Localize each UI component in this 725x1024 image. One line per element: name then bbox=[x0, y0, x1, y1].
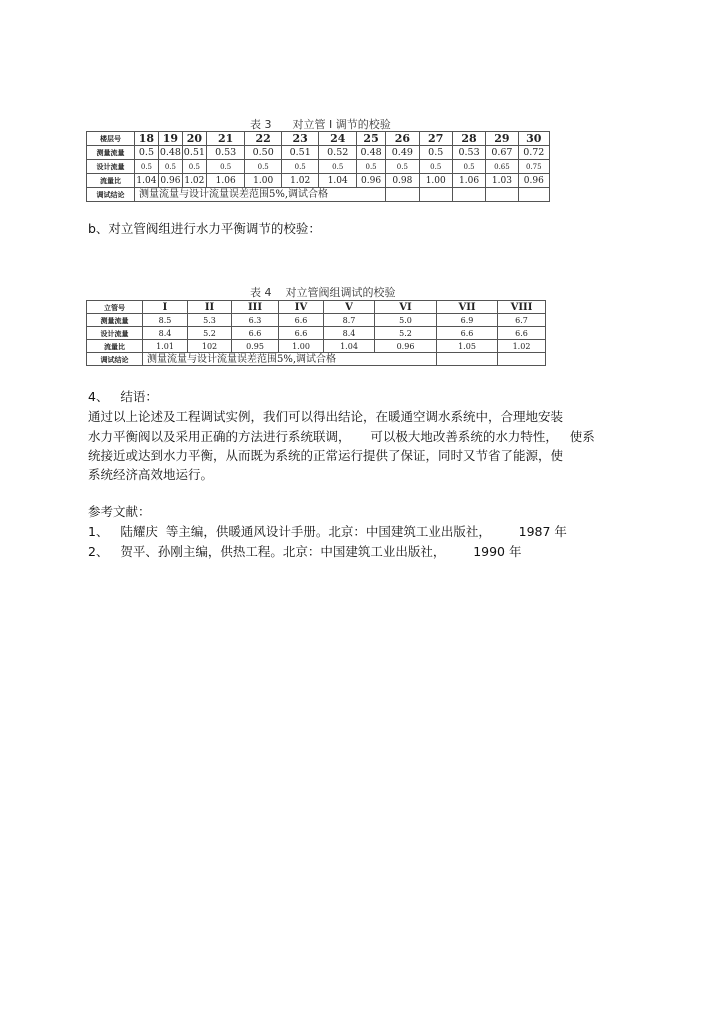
table3-empty-cell bbox=[486, 188, 518, 202]
table3-cell: 0.5 bbox=[245, 160, 281, 174]
table3-cell: 0.5 bbox=[419, 146, 452, 160]
table3-header-cell: 23 bbox=[281, 132, 319, 146]
table3-row-label: 流量比 bbox=[87, 174, 135, 188]
table3-header-cell: 21 bbox=[206, 132, 245, 146]
table3-header-cell: 26 bbox=[386, 132, 419, 146]
table3-cell: 1.02 bbox=[281, 174, 319, 188]
table3-header-row bbox=[87, 132, 550, 146]
table3-cell: 0.53 bbox=[452, 146, 485, 160]
table4-header-cell: III bbox=[232, 301, 279, 314]
table3-cell: 0.52 bbox=[319, 146, 357, 160]
table3-cell: 0.5 bbox=[386, 160, 419, 174]
table4-cell: 6.6 bbox=[232, 327, 279, 340]
table4-cell: 102 bbox=[188, 340, 232, 353]
table3-cell: 0.5 bbox=[206, 160, 245, 174]
table4-cell: 1.00 bbox=[279, 340, 324, 353]
table3-conclusion: 测量流量与设计流量误差范围5%,调试合格 bbox=[134, 188, 385, 202]
table4-cell: 0.95 bbox=[232, 340, 279, 353]
table4-row-conclusion bbox=[87, 353, 546, 366]
table4-cell: 1.02 bbox=[498, 340, 546, 353]
table4-cell: 6.6 bbox=[279, 327, 324, 340]
table4-header-cell: I bbox=[143, 301, 188, 314]
table4-row-ratio bbox=[87, 340, 546, 353]
table3-row-ratio bbox=[87, 174, 550, 188]
reference-item: 1、 陆耀庆 等主编，供暖通风设计手册。北京：中国建筑工业出版社， 1987 年 bbox=[88, 524, 567, 539]
table3-cell: 0.5 bbox=[134, 146, 158, 160]
table4-header-cell: VII bbox=[437, 301, 498, 314]
table3-empty-cell bbox=[386, 188, 419, 202]
table3-row-design bbox=[87, 160, 550, 174]
section4-paragraph-line: 系统经济高效地运行。 bbox=[88, 467, 214, 482]
table4-cell: 6.3 bbox=[232, 314, 279, 327]
table4-header-cell: II bbox=[188, 301, 232, 314]
table3-cell: 0.5 bbox=[419, 160, 452, 174]
table4-cell: 1.04 bbox=[324, 340, 375, 353]
section4-paragraph-line: 水力平衡阀以及采用正确的方法进行系统联调， 可以极大地改善系统的水力特性， 使系 bbox=[88, 429, 595, 444]
section4-paragraph-line: 通过以上论述及工程调试实例，我们可以得出结论，在暖通空调水系统中，合理地安装 bbox=[88, 409, 564, 424]
table4-cell: 8.4 bbox=[324, 327, 375, 340]
table3-cell: 1.04 bbox=[136, 175, 157, 186]
table4-cell: 5.2 bbox=[188, 327, 232, 340]
table3-cell: 0.96 bbox=[160, 175, 181, 186]
table3-cell: 0.98 bbox=[386, 174, 419, 188]
table4-header-cell: VIII bbox=[498, 301, 546, 314]
table3-header-cell: 30 bbox=[518, 132, 549, 146]
table3 bbox=[86, 131, 550, 202]
table4-empty-cell bbox=[437, 353, 498, 366]
table4-cell: 6.6 bbox=[437, 327, 498, 340]
table4-empty-cell bbox=[498, 353, 546, 366]
table3-header-cell: 22 bbox=[245, 132, 281, 146]
table3-header-cell: 27 bbox=[419, 132, 452, 146]
table3-cell: 0.75 bbox=[518, 160, 549, 174]
table4-conclusion-label: 调试结论 bbox=[87, 353, 143, 366]
table4-row-design bbox=[87, 327, 546, 340]
table4-conclusion: 测量流量与设计流量误差范围5%,调试合格 bbox=[143, 353, 437, 366]
table4-cell: 0.96 bbox=[375, 340, 437, 353]
table3-cell: 0.51 bbox=[281, 146, 319, 160]
table3-row-label: 测量流量 bbox=[87, 146, 135, 160]
table3-header-cell: 楼层号 bbox=[87, 132, 135, 146]
table3-row-measured bbox=[87, 146, 550, 160]
table3-cell: 0.5 bbox=[182, 160, 206, 174]
table3-cell: 0.72 bbox=[518, 146, 549, 160]
table3-empty-cell bbox=[419, 188, 452, 202]
table3-cell: 0.67 bbox=[486, 146, 518, 160]
table4-cell: 1.05 bbox=[437, 340, 498, 353]
table3-conclusion-label: 调试结论 bbox=[87, 188, 135, 202]
table3-header-cell: 25 bbox=[356, 132, 385, 146]
table3-empty-cell bbox=[452, 188, 485, 202]
table3-header-cell: 29 bbox=[486, 132, 518, 146]
table4-cell: 8.5 bbox=[143, 314, 188, 327]
table4-cell: 6.6 bbox=[498, 327, 546, 340]
table3-caption: 表 3 对立管 I 调节的校验 bbox=[250, 118, 391, 131]
table3-cell: 1.06 bbox=[452, 174, 485, 188]
table3-cell: 0.51 bbox=[183, 146, 205, 158]
section-b-heading: b、对立管阀组进行水力平衡调节的校验： bbox=[88, 221, 321, 236]
table3-cell: 0.50 bbox=[245, 146, 281, 160]
table3-cell: 1.00 bbox=[245, 174, 281, 188]
table4 bbox=[86, 300, 546, 366]
table4-cell: 6.6 bbox=[279, 314, 324, 327]
table3-cell: 0.49 bbox=[386, 146, 419, 160]
table3-cell: 0.5 bbox=[356, 160, 385, 174]
table3-empty-cell bbox=[518, 188, 549, 202]
table4-row-label: 流量比 bbox=[87, 340, 143, 353]
table3-cell: 0.96 bbox=[518, 174, 549, 188]
table4-cell: 5.2 bbox=[375, 327, 437, 340]
table3-cell: 0.5 bbox=[158, 160, 182, 174]
table3-cell: 0.5 bbox=[319, 160, 357, 174]
table4-header-cell: 立管号 bbox=[87, 301, 143, 314]
table4-cell: 8.4 bbox=[143, 327, 188, 340]
table3-cell: 1.03 bbox=[486, 174, 518, 188]
table3-header-cell: 24 bbox=[319, 132, 357, 146]
table3-row-conclusion bbox=[87, 188, 550, 202]
table3-cell: 0.48 bbox=[356, 146, 385, 160]
table4-caption: 表 4 对立管阀组调试的校验 bbox=[250, 286, 396, 299]
table3-header-cell: 18 bbox=[134, 132, 158, 146]
table4-cell: 5.0 bbox=[375, 314, 437, 327]
table3-header-cell: 19 bbox=[158, 132, 182, 146]
table3-cell: 0.96 bbox=[356, 174, 385, 188]
table4-header-cell: V bbox=[324, 301, 375, 314]
table3-cell: 0.65 bbox=[486, 160, 518, 174]
table4-header-cell: IV bbox=[279, 301, 324, 314]
section4-paragraph-line: 统接近或达到水力平衡，从而既为系统的正常运行提供了保证，同时又节省了能源，使 bbox=[88, 448, 564, 463]
table4-row-label: 设计流量 bbox=[87, 327, 143, 340]
table4-header-row bbox=[87, 301, 546, 314]
table3-header-cell: 20 bbox=[182, 132, 206, 146]
references-heading: 参考文献： bbox=[88, 504, 151, 519]
reference-item: 2、 贺平、孙刚主编，供热工程。北京：中国建筑工业出版社， 1990 年 bbox=[88, 544, 522, 559]
table4-row-label: 测量流量 bbox=[87, 314, 143, 327]
table4-cell: 6.7 bbox=[498, 314, 546, 327]
table4-cell: 6.9 bbox=[437, 314, 498, 327]
table3-cell: 1.06 bbox=[206, 174, 245, 188]
table3-cell: 1.00 bbox=[419, 174, 452, 188]
table4-cell: 1.01 bbox=[143, 340, 188, 353]
table4-row-measured bbox=[87, 314, 546, 327]
table3-cell: 0.48 bbox=[159, 146, 181, 158]
table3-cell: 1.02 bbox=[184, 175, 205, 186]
table3-cell: 0.53 bbox=[206, 146, 245, 160]
table3-cell: 0.5 bbox=[452, 160, 485, 174]
table4-cell: 8.7 bbox=[324, 314, 375, 327]
section4-heading: 4、 结语： bbox=[88, 389, 158, 404]
table4-header-cell: VI bbox=[375, 301, 437, 314]
table3-row-label: 设计流量 bbox=[87, 160, 135, 174]
table3-cell: 0.5 bbox=[134, 160, 158, 174]
table4-cell: 5.3 bbox=[188, 314, 232, 327]
table3-cell: 0.5 bbox=[281, 160, 319, 174]
table3-header-cell: 28 bbox=[452, 132, 485, 146]
table3-cell: 1.04 bbox=[319, 174, 357, 188]
